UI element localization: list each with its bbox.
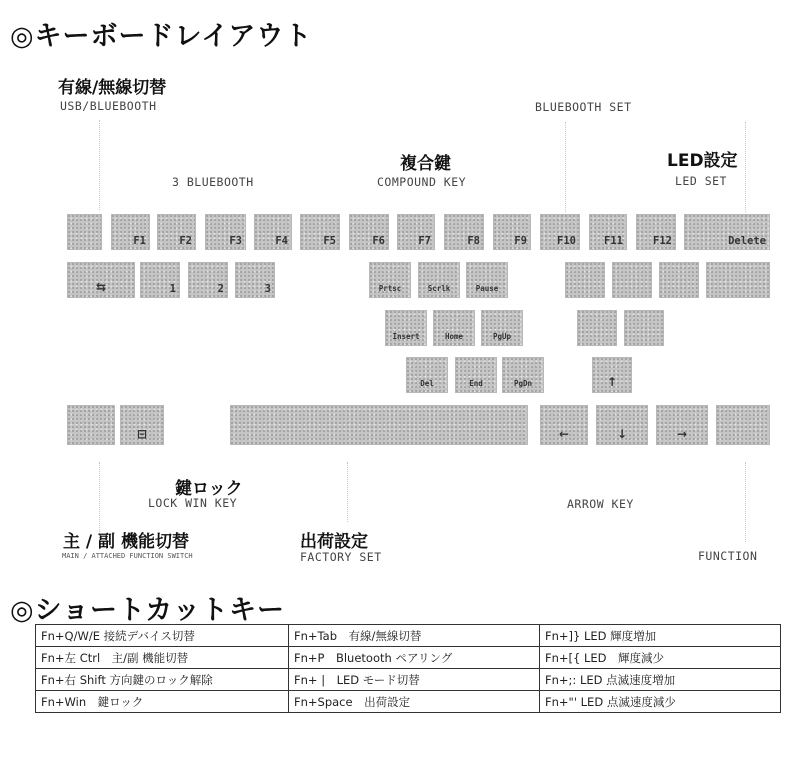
key-tab: ⇆: [67, 262, 135, 298]
table-row: [36, 647, 781, 669]
key-arrow-left: ←: [540, 405, 588, 445]
key-led-3: [659, 262, 699, 298]
table-cell: Fn+"' LED 点滅速度減少: [540, 691, 781, 713]
key-pause: Pause: [466, 262, 508, 298]
key-f4: F4: [254, 214, 292, 250]
table-cell: Fn+Q/W/E 接続デバイス切替: [36, 625, 289, 647]
guide-line: [745, 122, 746, 212]
key-arrow-right: →: [656, 405, 708, 445]
table-cell: Fn+Tab 有線/無線切替: [289, 625, 540, 647]
key-f2: F2: [157, 214, 196, 250]
table-cell: Fn+右 Shift 方向鍵のロック解除: [36, 669, 289, 691]
table-cell: Fn+Space 出荷設定: [289, 691, 540, 713]
shortcut-title: ◎ショートカットキー: [10, 595, 285, 626]
key-prtsc: Prtsc: [369, 262, 411, 298]
key-win: ⊟: [120, 405, 164, 445]
key-1: 1: [140, 262, 180, 298]
table-row: [36, 625, 781, 647]
table-cell: Fn+]} LED 輝度増加: [540, 625, 781, 647]
layout-title: ◎キーボードレイアウト: [10, 21, 313, 52]
led-set-en: LED SET: [675, 174, 727, 188]
key-led-6: [624, 310, 664, 346]
table-cell: Fn+左 Ctrl 主/副 機能切替: [36, 647, 289, 669]
table-row: [36, 691, 781, 713]
led-set-label: LED設定: [667, 151, 738, 171]
factory-set-en: FACTORY SET: [300, 550, 382, 564]
table-cell: Fn+P Bluetooth ペアリング: [289, 647, 540, 669]
key-f12: F12: [636, 214, 676, 250]
table-row: [36, 669, 781, 691]
key-f7: F7: [397, 214, 435, 250]
lock-win-en: LOCK WIN KEY: [148, 496, 238, 510]
key-led-1: [565, 262, 605, 298]
key-scrlk: Scrlk: [418, 262, 460, 298]
arrow-key-en: ARROW KEY: [567, 497, 634, 511]
key-led-4: [706, 262, 770, 298]
key-f11: F11: [589, 214, 627, 250]
key-insert: Insert: [385, 310, 427, 346]
key-f9: F9: [493, 214, 531, 250]
main-sub-switch-en: MAIN / ATTACHED FUNCTION SWITCH: [62, 552, 193, 560]
key-arrow-down: ↓: [596, 405, 648, 445]
key-f6: F6: [349, 214, 389, 250]
key-pgup: PgUp: [481, 310, 523, 346]
key-pgdn: PgDn: [502, 357, 544, 393]
key-3: 3: [235, 262, 275, 298]
key-delete: Delete: [684, 214, 770, 250]
key-led-5: [577, 310, 617, 346]
wired-wireless-en: USB/BLUEBOOTH: [60, 99, 157, 113]
lock-win-label: 鍵ロック: [175, 479, 243, 499]
wired-wireless-label: 有線/無線切替: [58, 78, 167, 98]
three-bluetooth-en: 3 BLUEBOOTH: [172, 175, 254, 189]
function-en: FUNCTION: [698, 549, 758, 563]
key-f3: F3: [205, 214, 246, 250]
key-fn: [716, 405, 770, 445]
key-f5: F5: [300, 214, 340, 250]
guide-line: [99, 120, 100, 210]
key-arrow-up: ↑: [592, 357, 632, 393]
bluetooth-set-en: BLUEBOOTH SET: [535, 100, 632, 114]
key-del: Del: [406, 357, 448, 393]
key-2: 2: [188, 262, 228, 298]
key-f8: F8: [444, 214, 484, 250]
factory-set-label: 出荷設定: [300, 532, 368, 552]
table-cell: Fn+[{ LED 輝度減少: [540, 647, 781, 669]
key-f1: F1: [111, 214, 150, 250]
guide-line: [347, 462, 348, 522]
guide-line: [745, 462, 746, 542]
main-sub-switch-label: 主 / 副 機能切替: [63, 532, 189, 552]
key-esc: [67, 214, 102, 250]
shortcut-table: [35, 624, 781, 713]
key-end: End: [455, 357, 497, 393]
guide-line: [565, 122, 566, 212]
compound-key-label: 複合鍵: [400, 154, 451, 174]
key-home: Home: [433, 310, 475, 346]
compound-key-en: COMPOUND KEY: [377, 175, 467, 189]
key-f10: F10: [540, 214, 580, 250]
table-cell: Fn+Win 鍵ロック: [36, 691, 289, 713]
key-ctrl: [67, 405, 115, 445]
table-cell: Fn+ | LED モード切替: [289, 669, 540, 691]
key-led-2: [612, 262, 652, 298]
key-space: [230, 405, 528, 445]
table-cell: Fn+;: LED 点滅速度増加: [540, 669, 781, 691]
